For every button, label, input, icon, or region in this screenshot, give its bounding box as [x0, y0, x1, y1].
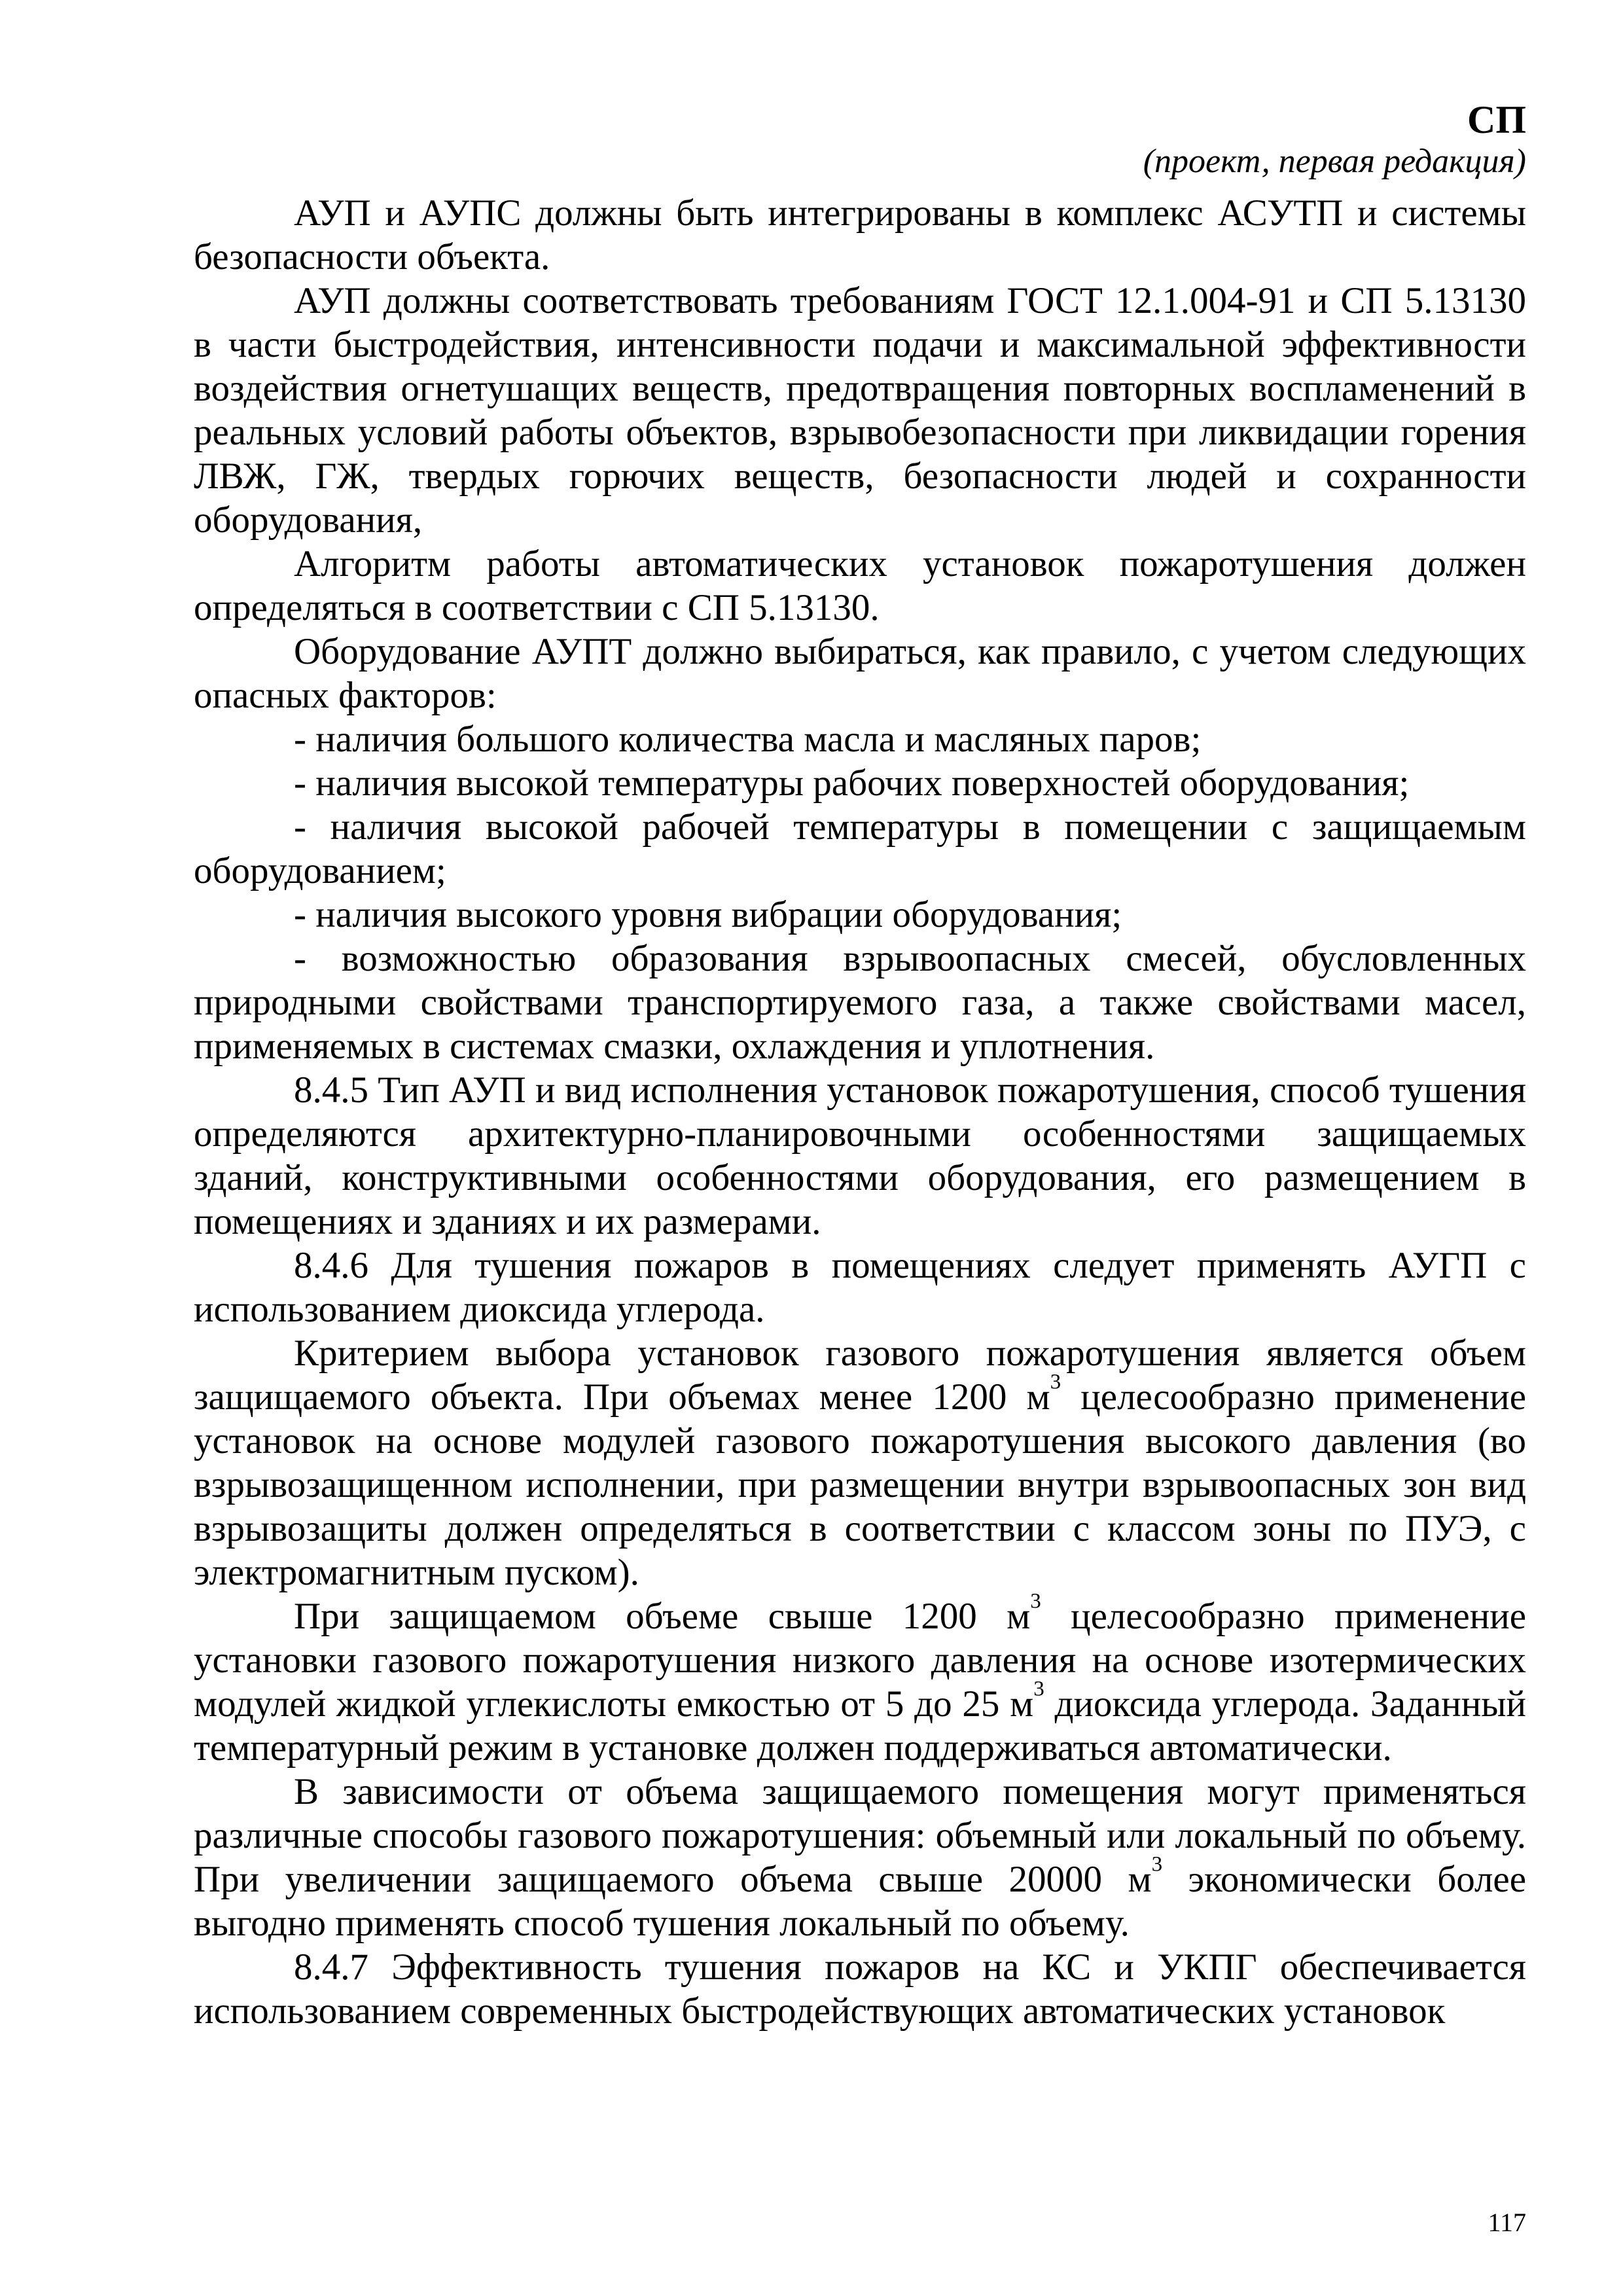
document-body [194, 191, 1526, 2033]
paragraph-requirements: АУП должны соответствовать требованиям ГОСТ 12.1.004-91 и СП 5.13130 в части быстродействия, интенсивности подачи и максимальной эффективности воздействия огнетушащих веществ, предотвращения повторных воспламенений в реальных условий работы объектов, взрывобезопасности при ликвидации горения ЛВЖ, ГЖ, твердых горючих веществ, безопасности людей и сохранности оборудования, [194, 280, 1526, 541]
text-run: При защищаемом объеме свыше 1200 м [294, 1596, 1031, 1637]
text-run: целесообразно применение установки газового пожаротушения низкого давления на основе изотермических модулей жидкой углекислоты емкостью от 5 до 25 м [194, 1596, 1526, 1725]
list-item: - наличия большого количества масла и масляных паров; [294, 719, 1202, 760]
paragraph-algorithm: Алгоритм работы автоматических установок пожаротушения должен определяться в соответствии с СП 5.13130. [194, 543, 1526, 628]
text-run: Критерием выбора установок газового пожаротушения является объем защищаемого объекта. При объемах менее 1200 м [194, 1333, 1526, 1418]
paragraph-low-pressure [194, 1589, 1527, 1770]
superscript: 3 [1030, 1589, 1041, 1613]
superscript: 3 [1033, 1677, 1044, 1701]
paragraph-8-4-6: 8.4.6 Для тушения пожаров в помещениях следует применять АУГП с использованием диоксида углерода. [194, 1245, 1526, 1330]
list-item: - наличия высокой температуры рабочих поверхностей оборудования; [294, 762, 1410, 804]
text-run: диоксида углерода. Заданный температурный режим в установке должен поддерживаться автоматически. [194, 1683, 1527, 1768]
paragraph-equipment-factors: Оборудование АУПТ должно выбираться, как правило, с учетом следующих опасных факторов: [194, 631, 1526, 716]
text-run: В зависимости от объема защищаемого помещения могут применяться различные способы газового пожаротушения: объемный или локальный по объему. При увеличении защищаемого объема свыше 20000 м [194, 1771, 1526, 1900]
superscript: 3 [1151, 1852, 1163, 1876]
paragraph-extinguishing-methods [194, 1770, 1526, 1945]
paragraph-8-4-5: 8.4.5 Тип АУП и вид исполнения установок пожаротушения, способ тушения определяются архитектурно-планировочными особенностями защищаемых зданий, конструктивными особенностями оборудования, его размещением в помещениях и зданиях и их размерами. [194, 1069, 1526, 1242]
superscript: 3 [1050, 1370, 1061, 1394]
text-run: экономически более выгодно применять способ тушения локальный по объему. [194, 1859, 1526, 1944]
document-code: СП [1467, 98, 1526, 141]
list-item: - возможностью образования взрывоопасных смесей, обусловленных природными свойствами транспортируемого газа, а также свойствами масел, применяемых в системах смазки, охлаждения и уплотнения. [194, 938, 1526, 1067]
list-item: - наличия высокого уровня вибрации оборудования; [294, 894, 1122, 935]
paragraph-8-4-7: 8.4.7 Эффективность тушения пожаров на КС и УКПГ обеспечивается использованием современных быстродействующих автоматических установок [194, 1946, 1526, 2032]
list-item: - наличия высокой рабочей температуры в помещении с защищаемым оборудованием; [194, 806, 1526, 891]
document-edition-note: (проект, первая редакция) [1143, 143, 1526, 180]
paragraph-integration: АУП и АУПС должны быть интегрированы в комплекс АСУТП и системы безопасности объекта. [194, 192, 1526, 278]
text-run: целесообразно применение установок на основе модулей газового пожаротушения высокого давления (во взрывозащищенном исполнении, при размещении внутри взрывоопасных зон вид взрывозащиты должен определяться в соответствии с классом зоны по ПУЭ, с электромагнитным пуском). [194, 1376, 1526, 1593]
paragraph-selection-criteria [194, 1331, 1526, 1594]
page-number: 117 [1488, 2208, 1526, 2237]
